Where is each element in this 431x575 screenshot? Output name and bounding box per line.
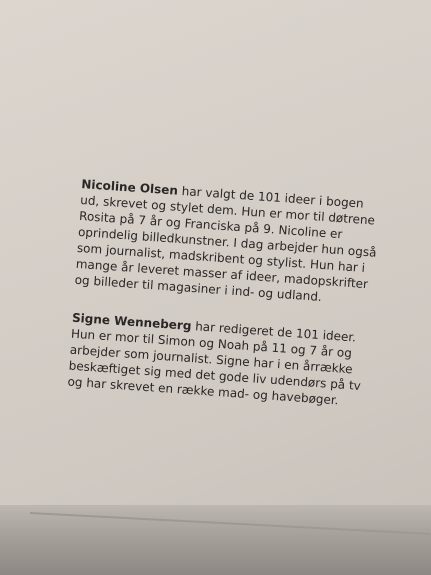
author-name-1: Nicoline Olsen xyxy=(80,176,179,198)
bio-text-1: har valgt de 101 ideer i bogen ud, skrevet og stylet dem. Hun er mor til døtrene Rosita på 7 år og Franciska på 9. Nicoline er oprindelig billedkunstner. I dag arbejder hun også som journalist, madskribent og stylist. Hun har i mange år leveret masser af ideer, madopskrifter og billeder til magasiner i ind- og udland. xyxy=(74,183,377,305)
bio-paragraph-1 xyxy=(74,176,381,309)
bio-text-2: har redigeret de 101 ideer. Hun er mor til Simon og Noah på 11 og 7 år og arbejder som journalist. Signe har i en årrække beskæftiget sig med det gode liv udendørs på tv og har skrevet en række mad- og havebøger. xyxy=(67,319,362,408)
author-bios xyxy=(67,176,381,410)
author-name-2: Signe Wenneberg xyxy=(71,310,192,333)
